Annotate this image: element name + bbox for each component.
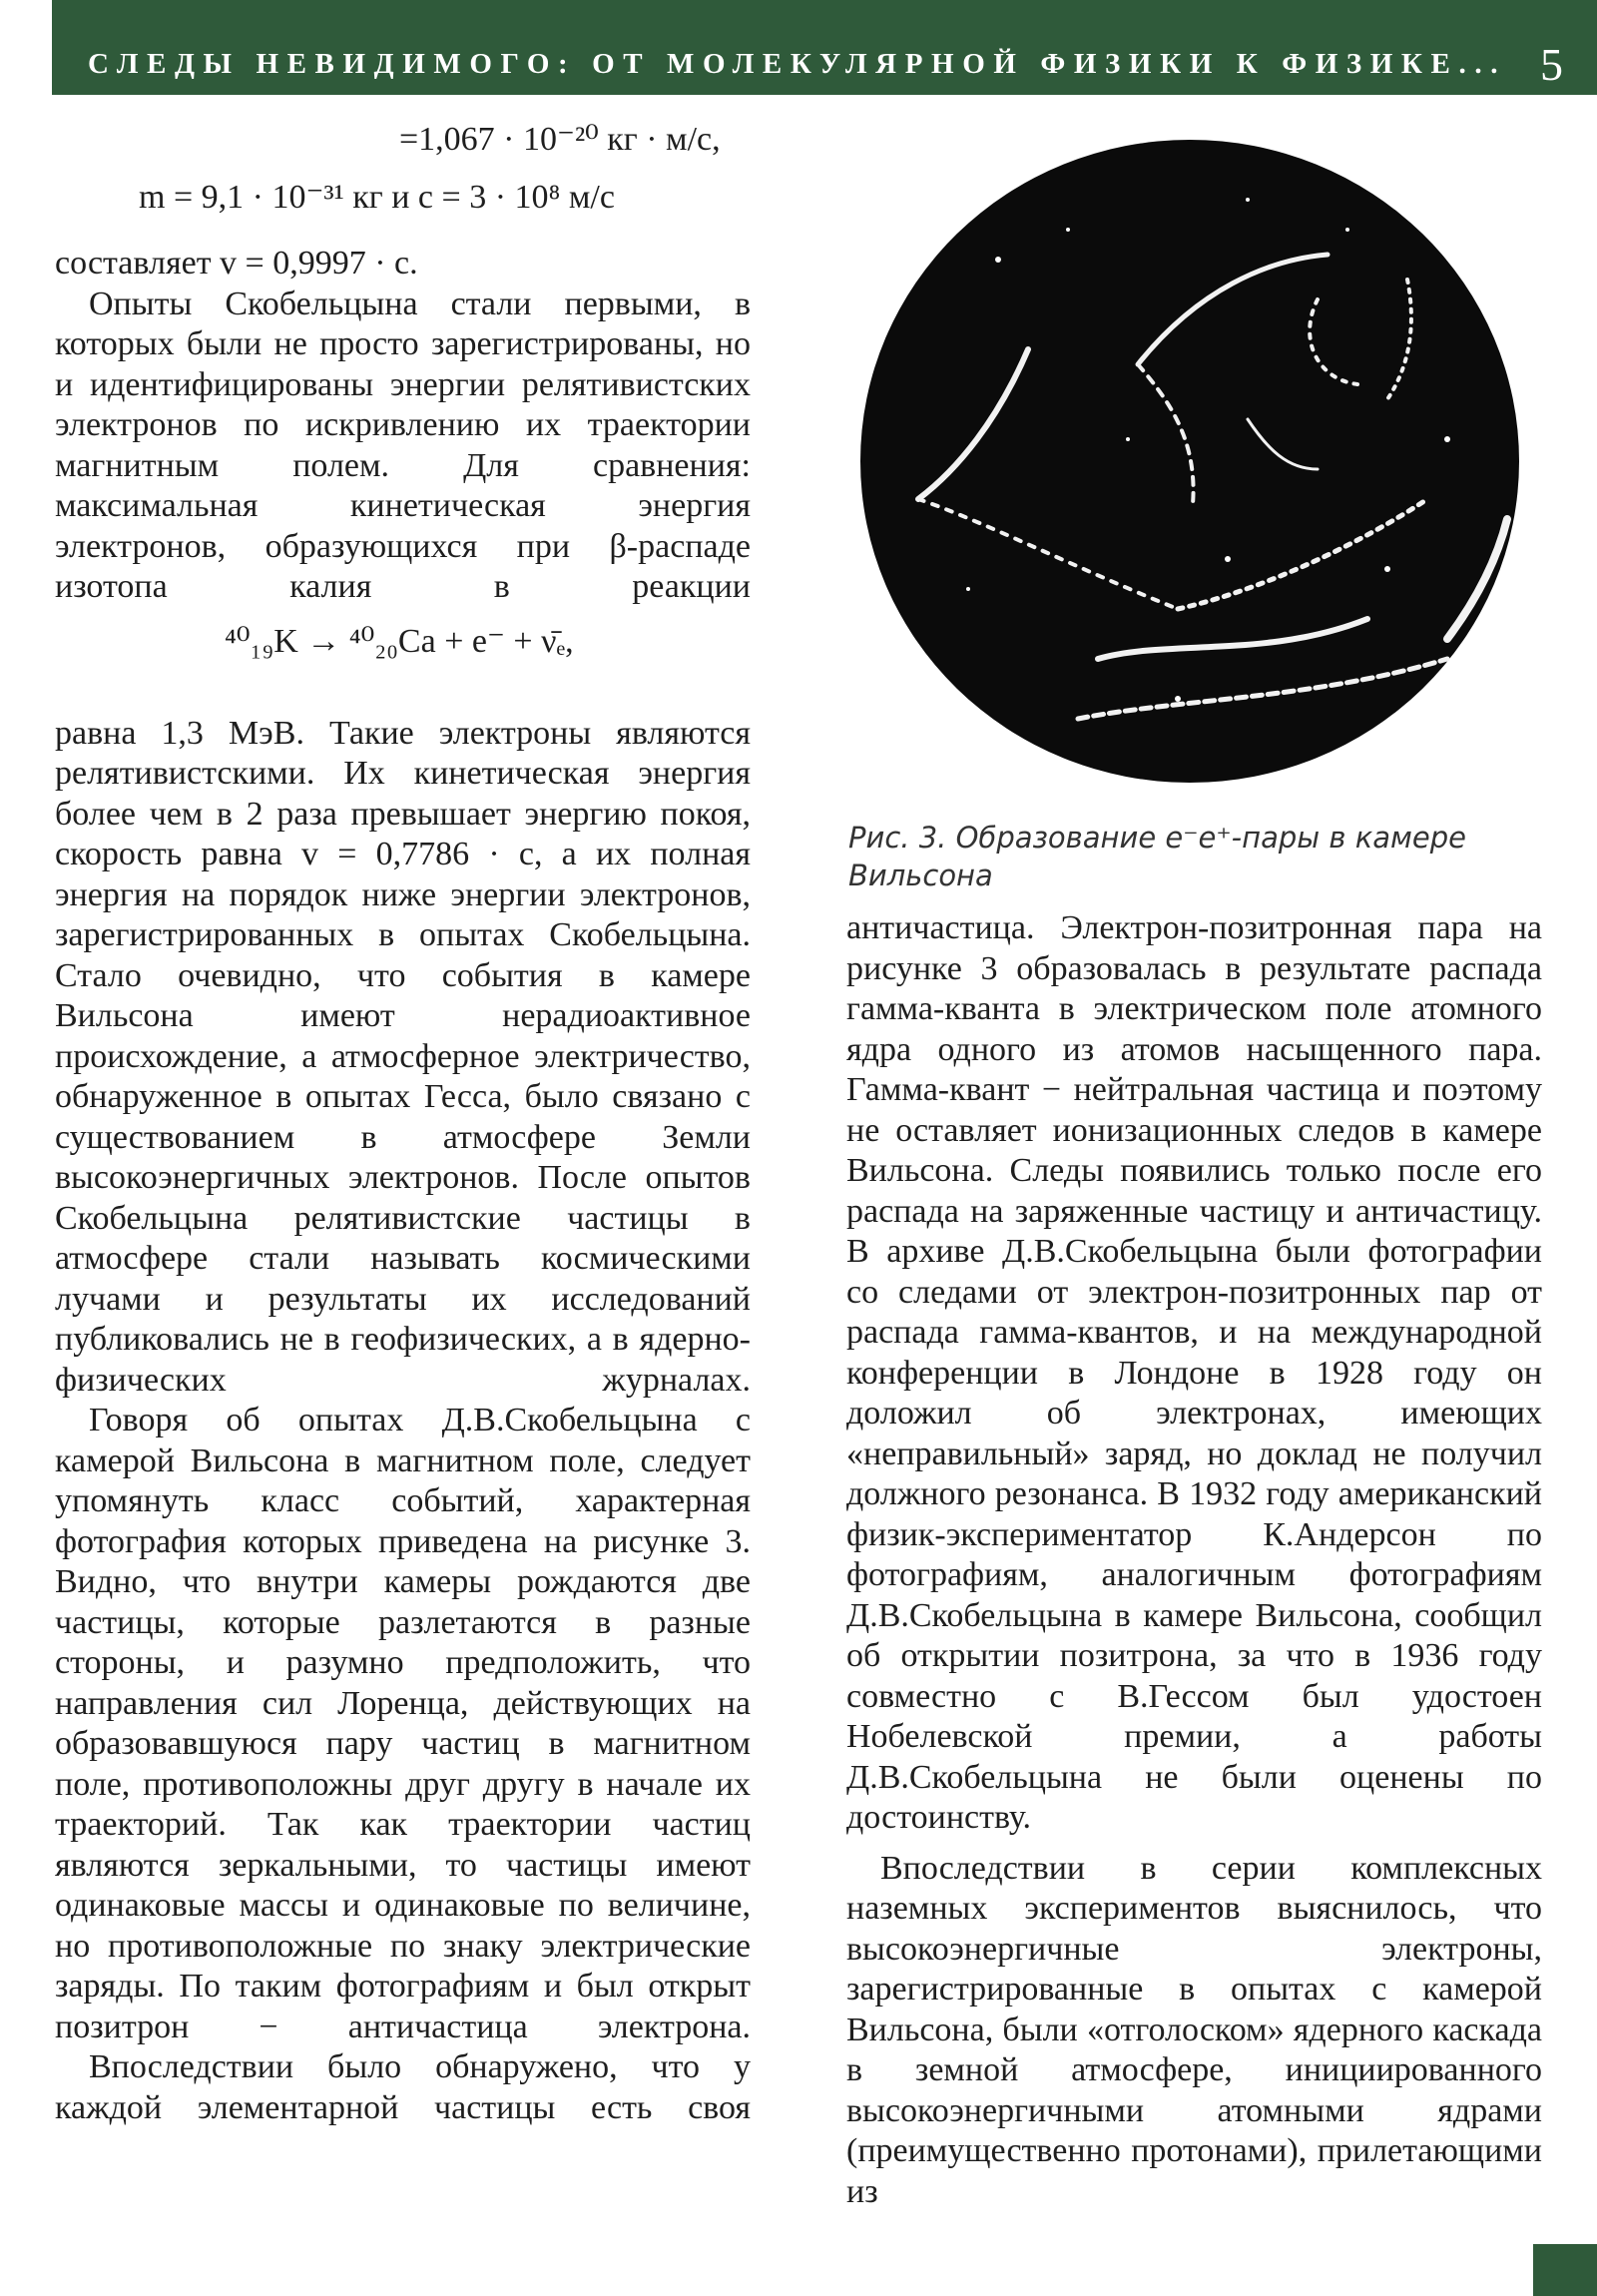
formula-beta-decay: ⁴⁰₁₉K → ⁴⁰₂₀Ca + e⁻ + ν̄ₑ,: [225, 622, 574, 660]
running-header: [52, 0, 1597, 95]
formula-momentum: =1,067 · 10⁻²⁰ кг · м/с,: [399, 121, 721, 158]
cloud-chamber-image: [848, 140, 1549, 799]
paragraph: Впоследствии было обнаружено, что у каждой элементарной частицы есть своя: [55, 2048, 751, 2126]
paragraph: Опыты Скобельцына стали первыми, в которых были не просто зарегистрированы, но и идентифицированы энергии релятивистских электронов по искривлению их траектории магнитным полем. Для сравнения: максимальная кинетическая энергия электронов, образующихся при β-распаде изотопа калия в реакции: [55, 285, 751, 605]
figure-caption: Рис. 3. Образование e⁻e⁺-пары в камере Вильсона: [848, 821, 1466, 892]
formula-constants: m = 9,1 · 10⁻³¹ кг и c = 3 · 10⁸ м/с: [139, 179, 615, 216]
paragraph: Говоря об опытах Д.В.Скобельцына с камерой Вильсона в магнитном поле, следует упомянуть класс событий, характерная фотография которых приведена на рисунке 3. Видно, что внутри камеры рождаются две частицы, которые разлетаются в разные стороны, и разумно предположить, что направления сил Лоренца, действующих на образовавшуюся пару частиц в магнитном поле, противоположны друг другу в начале их траекторий. Так как траектории частиц являются зеркальными, то частицы имеют одинаковые массы и одинаковые по величине, но противоположные по знаку электрические заряды. По таким фотографиям и был открыт позитрон − античастица электрона.: [55, 1402, 751, 2045]
speed-line: составляет v = 0,9997 · c.: [55, 245, 418, 282]
corner-decoration: [1533, 2244, 1597, 2296]
cloud-chamber-photo: [848, 140, 1549, 799]
page-number: 5: [1540, 39, 1563, 90]
paragraph: Впоследствии в серии комплексных наземных экспериментов выяснилось, что высокоэнергичные электроны, зарегистрированные в опытах с камерой Вильсона, были «отголоском» ядерного каскада в земной атмосфере, инициированного высокоэнергичными атомными ядрами (преимущественно протонами), прилетающими из: [846, 1849, 1542, 2210]
right-column: [846, 908, 1542, 2212]
left-column: [55, 120, 751, 2128]
running-header-title: СЛЕДЫ НЕВИДИМОГО: ОТ МОЛЕКУЛЯРНОЙ ФИЗИКИ К ФИЗИКЕ...: [88, 48, 1507, 80]
paragraph: равна 1,3 МэВ. Такие электроны являются релятивистскими. Их кинетическая энергия более чем в 2 раза превышает энергию покоя, скорость равна v = 0,7786 · c, а их полная энергия на порядок ниже энергии электронов, зарегистрированных в опытах Скобельцына. Стало очевидно, что события в камере Вильсона имеют нерадиоактивное происхождение, а атмосферное электричество, обнаруженное в опытах Гесса, было связано с существованием в атмосфере Земли высокоэнергичных электронов. После опытов Скобельцына релятивистские частицы в атмосфере стали называть космическими лучами и результаты их исследований публиковались не в геофизических, а в ядерно-физических журналах.: [55, 714, 751, 1399]
paragraph: античастица. Электрон-позитронная пара на рисунке 3 образовалась в результате распада гамма-кванта в электрическом поле атомного ядра одного из атомов насыщенного пара. Гамма-квант − нейтральная частица и поэтому не оставляет ионизационных следов в камере Вильсона. Следы появились только после его распада на заряженные частицу и античастицу. В архиве Д.В.Скобельцына были фотографии со следами от электрон-позитронных пар от распада гамма-квантов, и на международной конференции в Лондоне в 1928 году он доложил об электронах, имеющих «неправильный» заряд, но доклад не получил должного резонанса. В 1932 году американский физик-экспериментатор К.Андерсон по фотографиям, аналогичным фотографиям Д.В.Скобельцына в камере Вильсона, сообщил об открытии позитрона, за что в 1936 году совместно с В.Гессом был удостоен Нобелевской премии, а работы Д.В.Скобельцына не были оценены по достоинству.: [846, 909, 1542, 1836]
